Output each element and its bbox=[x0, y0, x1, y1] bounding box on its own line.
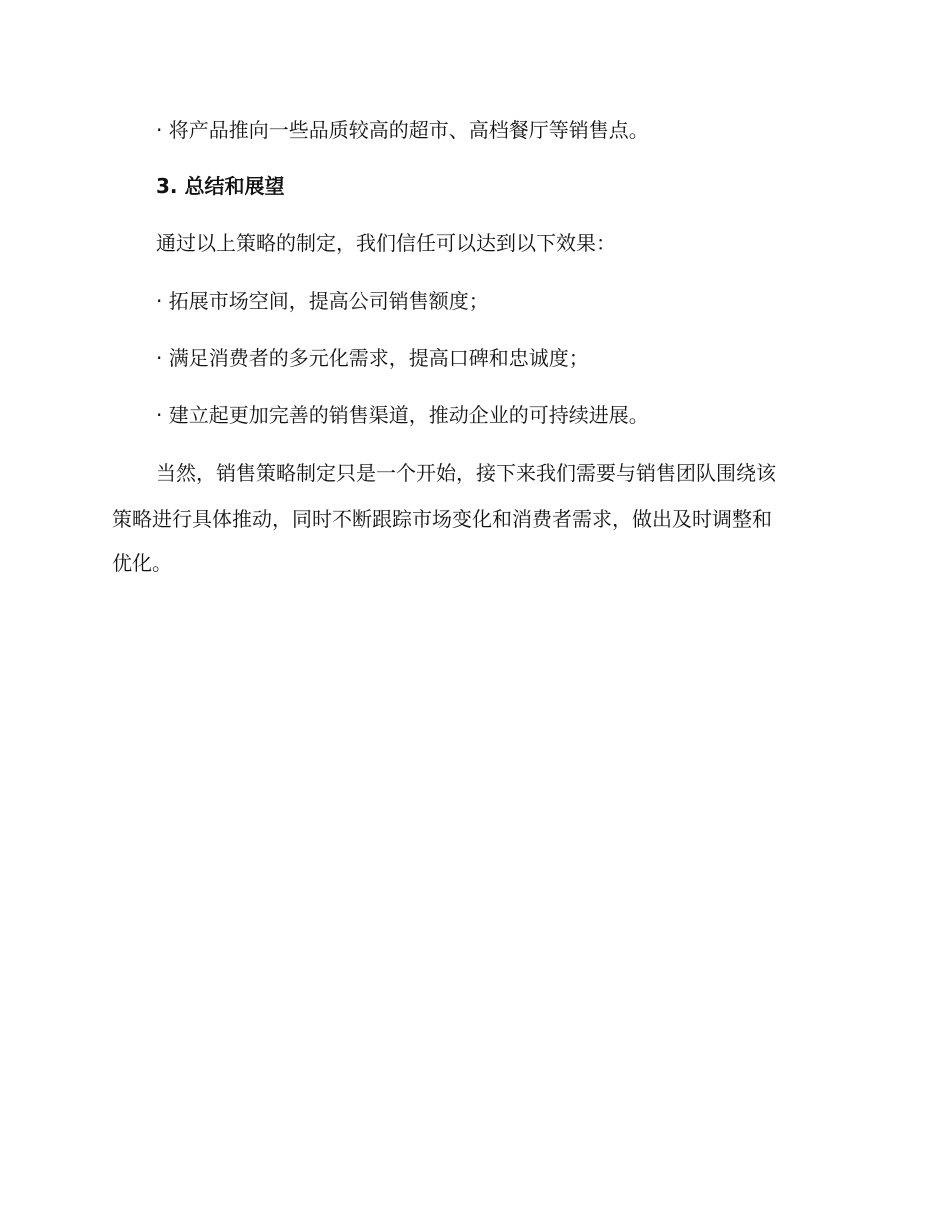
bullet-item: · 将产品推向一些品质较高的超市、高档餐厅等销售点。 bbox=[156, 118, 649, 142]
bullet-item: · 建立起更加完善的销售渠道，推动企业的可持续进展。 bbox=[156, 403, 649, 427]
section-heading: 3. 总结和展望 bbox=[156, 174, 285, 198]
conclusion-line: 策略进行具体推动，同时不断跟踪市场变化和消费者需求，做出及时调整和 bbox=[112, 507, 772, 531]
conclusion-line: 优化。 bbox=[112, 551, 172, 575]
bullet-item: · 拓展市场空间，提高公司销售额度； bbox=[156, 289, 489, 313]
intro-paragraph: 通过以上策略的制定，我们信任可以达到以下效果： bbox=[156, 231, 616, 255]
conclusion-line: 当然，销售策略制定只是一个开始，接下来我们需要与销售团队围绕该 bbox=[156, 461, 776, 485]
bullet-item: · 满足消费者的多元化需求，提高口碑和忠诚度； bbox=[156, 346, 589, 370]
